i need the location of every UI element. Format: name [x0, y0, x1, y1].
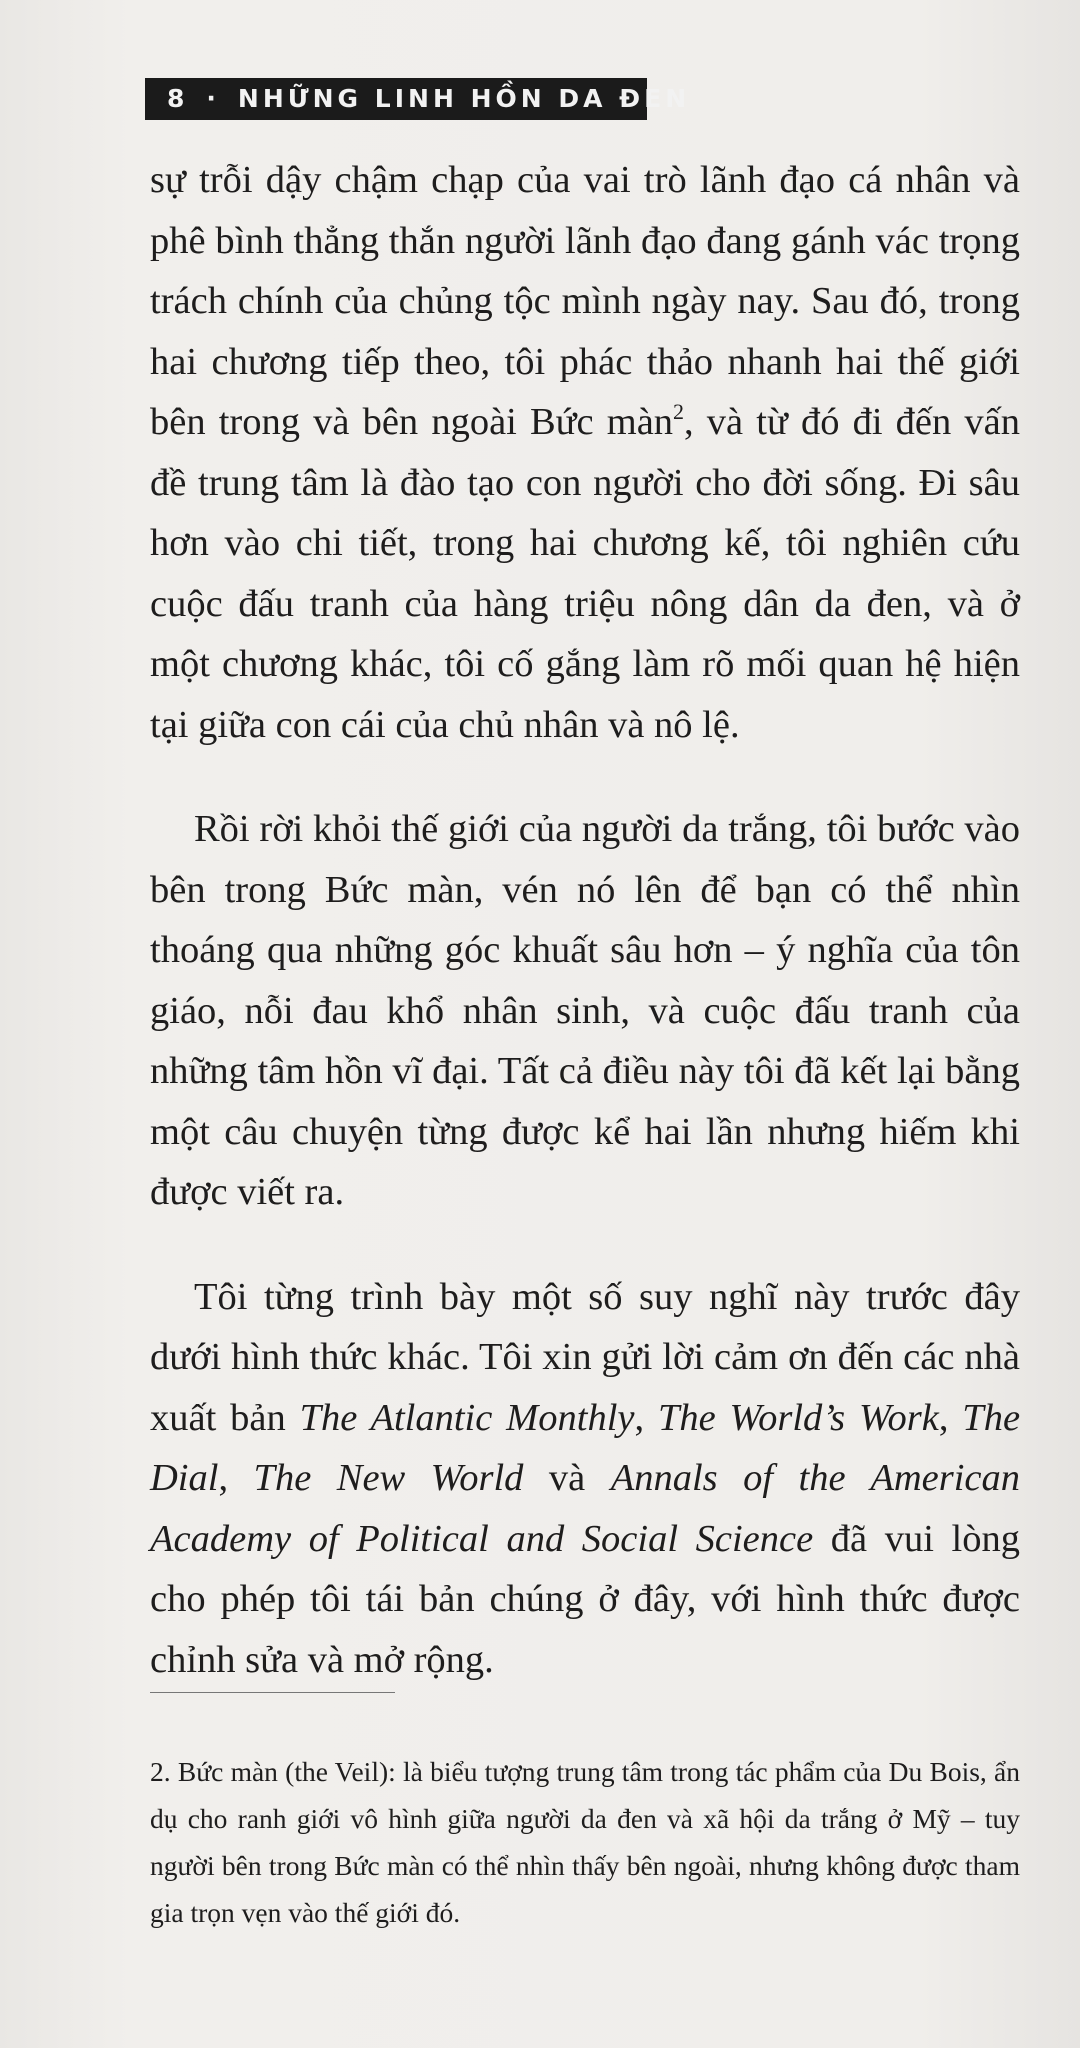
header-separator: ·: [206, 84, 220, 113]
comma: ,: [938, 1396, 963, 1439]
publication-annals: Annals of the American Academy of Political and Social Science: [150, 1457, 1020, 1560]
paragraph-1-text-a: sự trỗi dậy chậm chạp của vai trò lãnh đạo cá nhân và phê bình thẳng thắn người lãnh đạo đang gánh vác trọng trách chính của chủng tộc mình ngày nay. Sau đó, trong hai chương tiếp theo, tôi phác thảo nhanh hai thế giới bên trong và bên ngoài Bức màn: [150, 159, 1020, 443]
footnote-text: 2. Bức màn (the Veil): là biểu tượng trung tâm trong tác phẩm của Du Bois, ẩn dụ cho ranh giới vô hình giữa người da đen và xã hội da trắng ở Mỹ – tuy người bên trong Bức màn có thể nhìn thấy bên ngoài, nhưng không được tham gia trọn vẹn vào thế giới đó.: [150, 1756, 1020, 1928]
comma: ,: [634, 1396, 658, 1439]
body-text: [150, 150, 1020, 1690]
paragraph-1-text-b: , và từ đó đi đến vấn đề trung tâm là đào tạo con người cho đời sống. Đi sâu hơn vào chi tiết, trong hai chương kế, tôi nghiên cứu cuộc đấu tranh của hàng triệu nông dân da đen, và ở một chương khác, tôi cố gắng làm rõ mối quan hệ hiện tại giữa con cái của chủ nhân và nô lệ.: [150, 401, 1020, 746]
comma: ,: [218, 1457, 254, 1499]
conjunction: và: [523, 1457, 611, 1499]
running-header: [145, 78, 691, 120]
paragraph-3-text-b: đã vui lòng cho phép tôi tái bản chúng ở đây, với hình thức được chỉnh sửa và mở rộng.: [150, 1517, 1020, 1681]
page-number: 8: [167, 84, 189, 113]
publication-worlds-work: The World’s Work: [657, 1396, 939, 1439]
publication-the-dial: The Dial: [150, 1396, 1021, 1499]
paragraph-3: [150, 1267, 1020, 1691]
paragraph-2: Rồi rời khỏi thế giới của người da trắng, tôi bước vào bên trong Bức màn, vén nó lên để bạn có thể nhìn thoáng qua những góc khuất sâu hơn – ý nghĩa của tôn giáo, nỗi đau khổ nhân sinh, và cuộc đấu tranh của những tâm hồn vĩ đại. Tất cả điều này tôi đã kết lại bằng một câu chuyện từng được kể hai lần nhưng hiếm khi được viết ra.: [150, 808, 1020, 1213]
footnote: [150, 1748, 1020, 1936]
publication-new-world: The New World: [253, 1457, 524, 1499]
footnote-reference: 2: [673, 399, 685, 424]
footnote-divider: [150, 1692, 395, 1693]
book-title: NHỮNG LINH HỒN DA ĐEN: [237, 84, 691, 113]
paragraph-1: [150, 150, 1020, 755]
publication-atlantic-monthly: The Atlantic Monthly: [299, 1396, 635, 1439]
paragraph-3-text-a: Tôi từng trình bày một số suy nghĩ này trước đây dưới hình thức khác. Tôi xin gửi lời cảm ơn đến các nhà xuất bản: [150, 1275, 1020, 1439]
